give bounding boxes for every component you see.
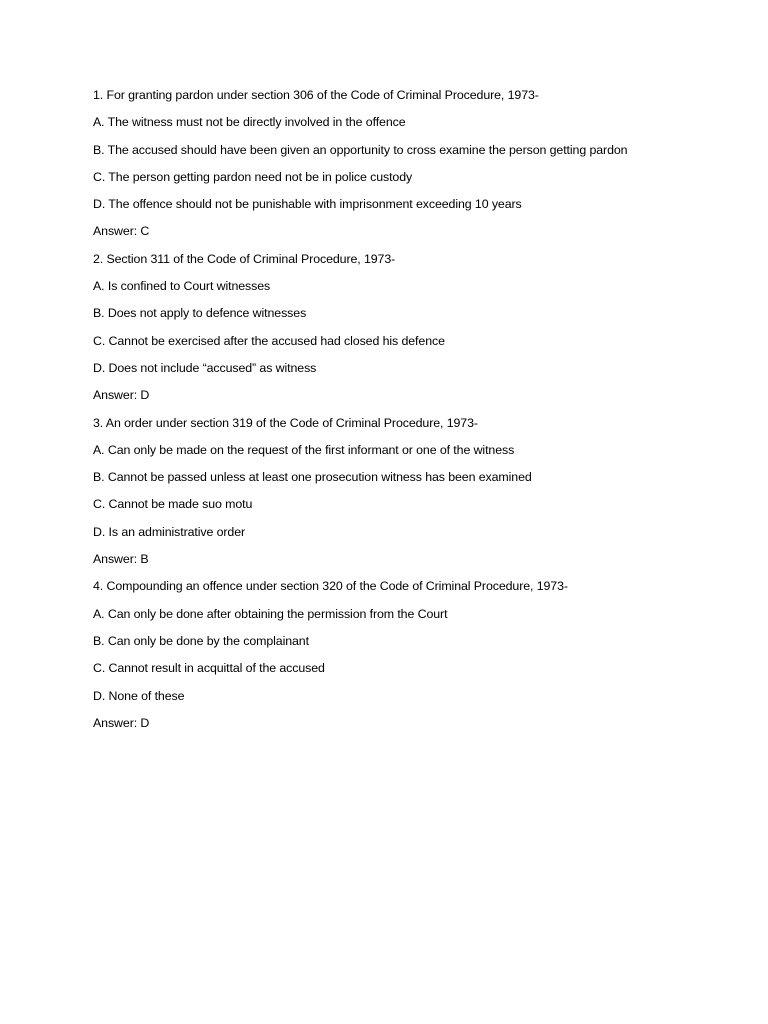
question-1-option-c: C. The person getting pardon need not be in police custody — [93, 169, 413, 184]
question-2-option-a: A. Is confined to Court witnesses — [93, 279, 271, 294]
question-1-answer: Answer: C — [93, 224, 150, 239]
question-3-option-a: A. Can only be made on the request of the first informant or one of the witness — [93, 442, 515, 457]
question-2-answer: Answer: D — [93, 388, 150, 403]
question-4-answer: Answer: D — [93, 715, 150, 730]
question-3-option-b: B. Cannot be passed unless at least one prosecution witness has been examined — [93, 470, 532, 485]
question-4-option-c: C. Cannot result in acquittal of the accused — [93, 661, 325, 676]
question-3: 3. An order under section 319 of the Code of Criminal Procedure, 1973- — [93, 415, 478, 430]
question-2-option-d: D. Does not include “accused” as witness — [93, 360, 317, 375]
document-body — [93, 87, 733, 742]
question-4: 4. Compounding an offence under section 320 of the Code of Criminal Procedure, 1973- — [93, 579, 568, 594]
question-1: 1. For granting pardon under section 306 of the Code of Criminal Procedure, 1973- — [93, 88, 539, 102]
question-4-option-d: D. None of these — [93, 688, 185, 703]
question-1-option-b: B. The accused should have been given an opportunity to cross examine the person getting pardon — [93, 142, 628, 157]
question-2-option-c: C. Cannot be exercised after the accused had closed his defence — [93, 333, 445, 348]
question-3-answer: Answer: B — [93, 552, 149, 567]
question-3-option-c: C. Cannot be made suo motu — [93, 497, 253, 512]
question-1-option-d: D. The offence should not be punishable with imprisonment exceeding 10 years — [93, 197, 522, 212]
question-1-option-a: A. The witness must not be directly involved in the offence — [93, 115, 406, 130]
question-3-option-d: D. Is an administrative order — [93, 524, 246, 539]
question-4-option-a: A. Can only be done after obtaining the permission from the Court — [93, 606, 448, 621]
question-2: 2. Section 311 of the Code of Criminal Procedure, 1973- — [93, 251, 396, 266]
question-2-option-b: B. Does not apply to defence witnesses — [93, 306, 307, 321]
question-4-option-b: B. Can only be done by the complainant — [93, 633, 309, 648]
